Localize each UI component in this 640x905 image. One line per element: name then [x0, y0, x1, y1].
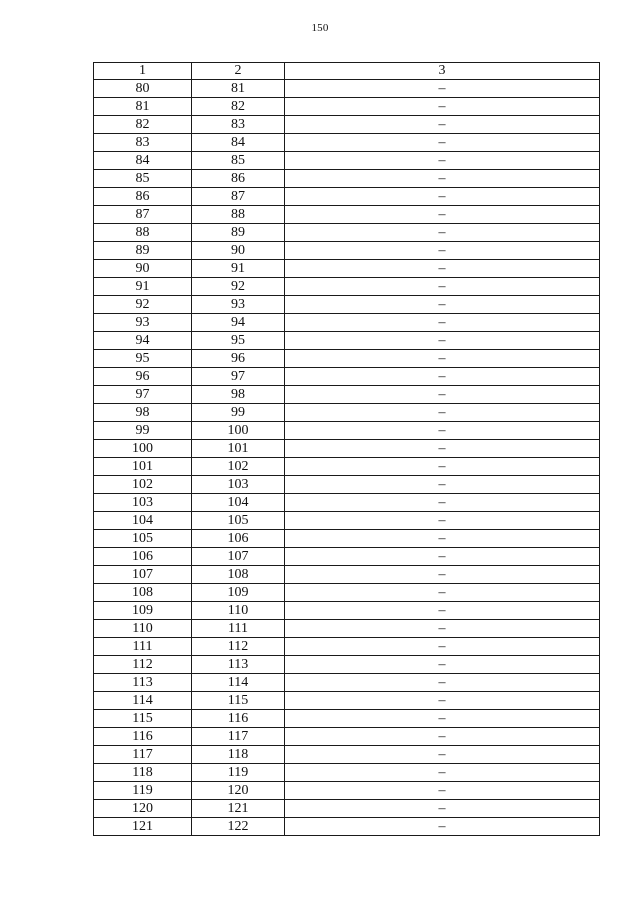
- table-cell-col2: 112: [192, 638, 285, 656]
- table-row: [94, 242, 600, 260]
- table-row: [94, 368, 600, 386]
- table-cell-col3: –: [285, 782, 600, 800]
- table-cell-col3: –: [285, 314, 600, 332]
- table-row: [94, 692, 600, 710]
- table-row: [94, 764, 600, 782]
- table-cell-col3: –: [285, 692, 600, 710]
- data-table: [93, 62, 600, 836]
- table-row: [94, 440, 600, 458]
- column-header-2: 2: [192, 63, 285, 80]
- table-cell-col2: 81: [192, 80, 285, 98]
- table-cell-col3: –: [285, 188, 600, 206]
- table-cell-col3: –: [285, 494, 600, 512]
- table-cell-col2: 116: [192, 710, 285, 728]
- table-cell-col1: 113: [94, 674, 192, 692]
- table-row: [94, 260, 600, 278]
- table-cell-col3: –: [285, 332, 600, 350]
- table-row: [94, 80, 600, 98]
- table-cell-col1: 88: [94, 224, 192, 242]
- table-cell-col3: –: [285, 548, 600, 566]
- table-row: [94, 152, 600, 170]
- table-row: [94, 746, 600, 764]
- table-row: [94, 458, 600, 476]
- table-row: [94, 782, 600, 800]
- table-cell-col1: 90: [94, 260, 192, 278]
- table-cell-col1: 120: [94, 800, 192, 818]
- table-cell-col3: –: [285, 764, 600, 782]
- table-cell-col3: –: [285, 476, 600, 494]
- table-cell-col1: 84: [94, 152, 192, 170]
- table-row: [94, 818, 600, 836]
- table-header-row: [94, 63, 600, 80]
- table-cell-col2: 83: [192, 116, 285, 134]
- table-row: [94, 206, 600, 224]
- table-cell-col1: 81: [94, 98, 192, 116]
- table-cell-col1: 106: [94, 548, 192, 566]
- table-cell-col2: 110: [192, 602, 285, 620]
- column-header-3: 3: [285, 63, 600, 80]
- table-cell-col1: 115: [94, 710, 192, 728]
- table-row: [94, 620, 600, 638]
- table-cell-col3: –: [285, 638, 600, 656]
- table-cell-col2: 84: [192, 134, 285, 152]
- table-cell-col3: –: [285, 368, 600, 386]
- table-cell-col1: 91: [94, 278, 192, 296]
- table-row: [94, 116, 600, 134]
- table-row: [94, 602, 600, 620]
- table-cell-col1: 95: [94, 350, 192, 368]
- table-cell-col2: 103: [192, 476, 285, 494]
- table-cell-col1: 80: [94, 80, 192, 98]
- table-row: [94, 566, 600, 584]
- table-cell-col2: 120: [192, 782, 285, 800]
- table-cell-col1: 83: [94, 134, 192, 152]
- table-row: [94, 656, 600, 674]
- table-row: [94, 170, 600, 188]
- table-cell-col2: 118: [192, 746, 285, 764]
- table-row: [94, 548, 600, 566]
- table-cell-col3: –: [285, 224, 600, 242]
- table-row: [94, 710, 600, 728]
- table-cell-col3: –: [285, 260, 600, 278]
- table-row: [94, 350, 600, 368]
- table-cell-col2: 107: [192, 548, 285, 566]
- table-cell-col3: –: [285, 710, 600, 728]
- table-cell-col3: –: [285, 80, 600, 98]
- table-cell-col2: 117: [192, 728, 285, 746]
- table-cell-col3: –: [285, 422, 600, 440]
- table-cell-col1: 100: [94, 440, 192, 458]
- table-cell-col3: –: [285, 350, 600, 368]
- table-cell-col2: 99: [192, 404, 285, 422]
- table-cell-col2: 100: [192, 422, 285, 440]
- table-cell-col1: 87: [94, 206, 192, 224]
- table-cell-col3: –: [285, 386, 600, 404]
- table-row: [94, 800, 600, 818]
- table-cell-col2: 89: [192, 224, 285, 242]
- table-cell-col3: –: [285, 566, 600, 584]
- table-cell-col3: –: [285, 440, 600, 458]
- table-cell-col2: 109: [192, 584, 285, 602]
- table-cell-col1: 103: [94, 494, 192, 512]
- table-cell-col3: –: [285, 584, 600, 602]
- table-cell-col3: –: [285, 674, 600, 692]
- table-cell-col3: –: [285, 98, 600, 116]
- table-cell-col3: –: [285, 170, 600, 188]
- table-row: [94, 404, 600, 422]
- table-cell-col2: 114: [192, 674, 285, 692]
- table-cell-col1: 107: [94, 566, 192, 584]
- table-row: [94, 188, 600, 206]
- table-cell-col1: 121: [94, 818, 192, 836]
- table-row: [94, 584, 600, 602]
- table-cell-col1: 105: [94, 530, 192, 548]
- table-cell-col1: 112: [94, 656, 192, 674]
- table-cell-col1: 110: [94, 620, 192, 638]
- table-cell-col2: 95: [192, 332, 285, 350]
- table-row: [94, 422, 600, 440]
- table-cell-col3: –: [285, 602, 600, 620]
- table-cell-col3: –: [285, 620, 600, 638]
- table-cell-col1: 119: [94, 782, 192, 800]
- table-cell-col2: 115: [192, 692, 285, 710]
- table-cell-col3: –: [285, 206, 600, 224]
- table-cell-col3: –: [285, 800, 600, 818]
- table-row: [94, 728, 600, 746]
- table-cell-col1: 89: [94, 242, 192, 260]
- table-cell-col2: 94: [192, 314, 285, 332]
- table-row: [94, 638, 600, 656]
- table-row: [94, 386, 600, 404]
- table-cell-col2: 88: [192, 206, 285, 224]
- table-row: [94, 98, 600, 116]
- table-row: [94, 224, 600, 242]
- table-row: [94, 278, 600, 296]
- table-row: [94, 476, 600, 494]
- table-cell-col2: 106: [192, 530, 285, 548]
- table-row: [94, 134, 600, 152]
- table-cell-col1: 93: [94, 314, 192, 332]
- table-cell-col1: 96: [94, 368, 192, 386]
- table-cell-col2: 93: [192, 296, 285, 314]
- table-cell-col1: 118: [94, 764, 192, 782]
- table-cell-col2: 104: [192, 494, 285, 512]
- table-cell-col2: 113: [192, 656, 285, 674]
- table-row: [94, 296, 600, 314]
- table-cell-col2: 108: [192, 566, 285, 584]
- table-cell-col3: –: [285, 278, 600, 296]
- table-cell-col3: –: [285, 116, 600, 134]
- table-cell-col3: –: [285, 458, 600, 476]
- table-row: [94, 494, 600, 512]
- table-cell-col1: 104: [94, 512, 192, 530]
- table-cell-col2: 87: [192, 188, 285, 206]
- table-cell-col3: –: [285, 512, 600, 530]
- table-cell-col1: 82: [94, 116, 192, 134]
- table-cell-col2: 90: [192, 242, 285, 260]
- table-cell-col2: 92: [192, 278, 285, 296]
- table-cell-col1: 94: [94, 332, 192, 350]
- table-cell-col2: 101: [192, 440, 285, 458]
- table-cell-col3: –: [285, 134, 600, 152]
- table-cell-col3: –: [285, 404, 600, 422]
- column-header-1: 1: [94, 63, 192, 80]
- table-cell-col2: 91: [192, 260, 285, 278]
- table-cell-col2: 97: [192, 368, 285, 386]
- table-row: [94, 512, 600, 530]
- table-cell-col1: 97: [94, 386, 192, 404]
- table-body: [94, 80, 600, 836]
- table-cell-col2: 105: [192, 512, 285, 530]
- table-cell-col1: 108: [94, 584, 192, 602]
- table-cell-col3: –: [285, 296, 600, 314]
- table-cell-col1: 111: [94, 638, 192, 656]
- table-cell-col2: 82: [192, 98, 285, 116]
- table-cell-col2: 96: [192, 350, 285, 368]
- table-cell-col1: 98: [94, 404, 192, 422]
- table-cell-col3: –: [285, 656, 600, 674]
- table-cell-col2: 121: [192, 800, 285, 818]
- table-cell-col1: 86: [94, 188, 192, 206]
- page-number: 150: [311, 22, 329, 34]
- table-cell-col2: 111: [192, 620, 285, 638]
- table-cell-col2: 86: [192, 170, 285, 188]
- table-cell-col2: 85: [192, 152, 285, 170]
- table-cell-col3: –: [285, 242, 600, 260]
- table-cell-col3: –: [285, 818, 600, 836]
- table-row: [94, 530, 600, 548]
- table-cell-col1: 92: [94, 296, 192, 314]
- table-cell-col2: 102: [192, 458, 285, 476]
- table-cell-col1: 101: [94, 458, 192, 476]
- table-cell-col2: 122: [192, 818, 285, 836]
- table-cell-col2: 98: [192, 386, 285, 404]
- table-cell-col1: 116: [94, 728, 192, 746]
- table-row: [94, 332, 600, 350]
- table-cell-col3: –: [285, 728, 600, 746]
- table-cell-col3: –: [285, 152, 600, 170]
- table-cell-col3: –: [285, 530, 600, 548]
- table-cell-col3: –: [285, 746, 600, 764]
- table-cell-col1: 102: [94, 476, 192, 494]
- table-row: [94, 314, 600, 332]
- table-row: [94, 674, 600, 692]
- table-cell-col2: 119: [192, 764, 285, 782]
- table-cell-col1: 85: [94, 170, 192, 188]
- table-cell-col1: 99: [94, 422, 192, 440]
- table-cell-col1: 117: [94, 746, 192, 764]
- table-cell-col1: 114: [94, 692, 192, 710]
- table-cell-col1: 109: [94, 602, 192, 620]
